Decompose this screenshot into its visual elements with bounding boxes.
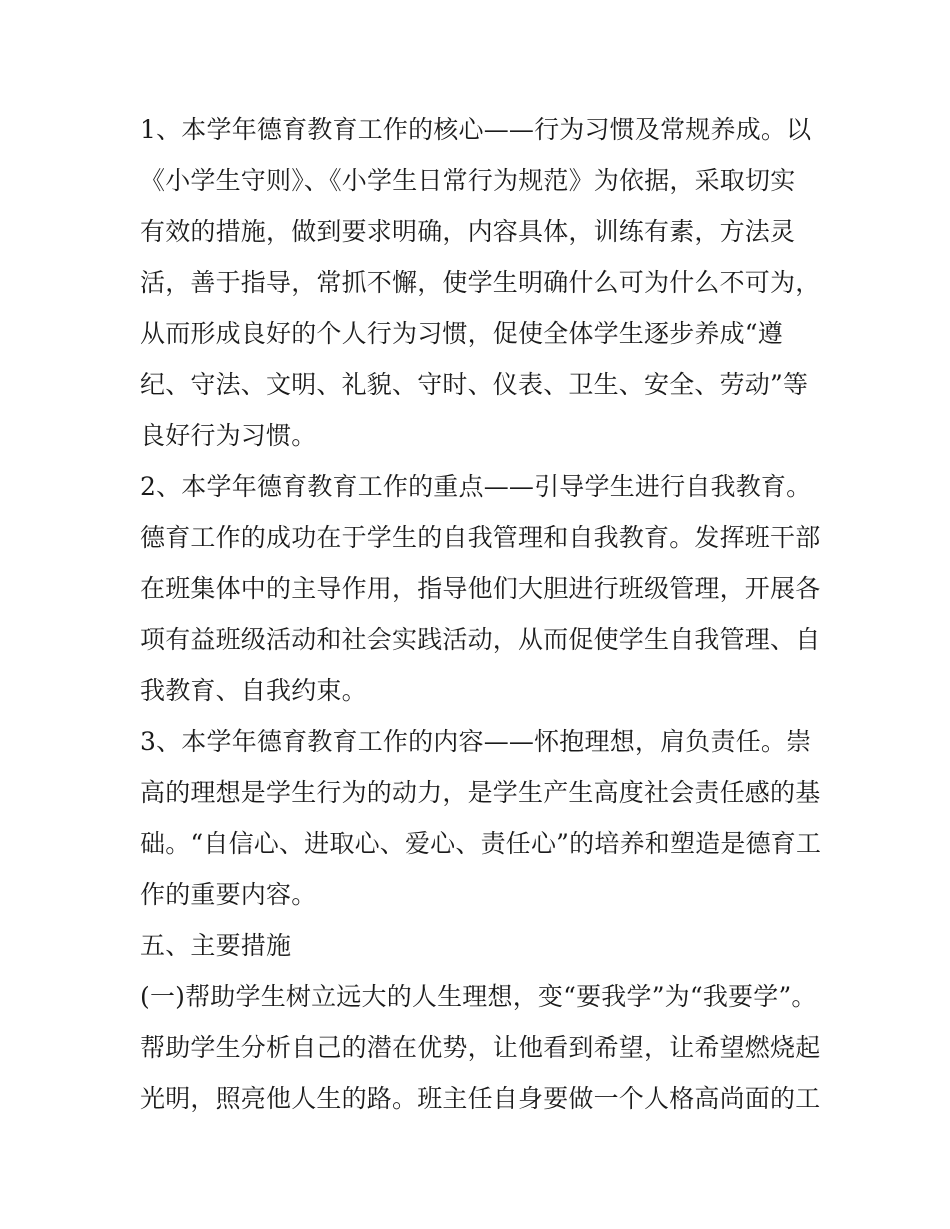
text-line: 2、本学年德育教育工作的重点——引导学生进行自我教育。 (140, 472, 812, 501)
text-line: 高的理想是学生行为的动力，是学生产生高度社会责任感的基 (140, 778, 821, 807)
text-line: (一)帮助学生树立远大的人生理想，变“要我学”为“我要学”。 (140, 982, 817, 1011)
text-line: 1、本学年德育教育工作的核心——行为习惯及常规养成。以 (140, 115, 812, 144)
text-line: 我教育、自我约束。 (140, 676, 367, 705)
text-line: 活，善于指导，常抓不懈，使学生明确什么可为什么不可为， (140, 268, 821, 297)
text-line: 光明，照亮他人生的路。班主任自身要做一个人格高尚面的工 (140, 1084, 821, 1113)
text-line: 纪、守法、文明、礼貌、守时、仪表、卫生、安全、劳动”等 (140, 370, 809, 399)
text-line: 3、本学年德育教育工作的内容——怀抱理想，肩负责任。崇 (140, 727, 812, 756)
text-line: 从而形成良好的个人行为习惯，促使全体学生逐步养成“遵 (140, 319, 783, 348)
section-heading: 五、主要措施 (140, 931, 292, 960)
text-line: 良好行为习惯。 (140, 421, 317, 450)
document-body (140, 104, 820, 1124)
text-line: 帮助学生分析自己的潜在优势，让他看到希望，让希望燃烧起 (140, 1033, 821, 1062)
text-line: 有效的措施，做到要求明确，内容具体，训练有素，方法灵 (140, 217, 796, 246)
text-line: 作的重要内容。 (140, 880, 317, 909)
text-line: 项有益班级活动和社会实践活动，从而促使学生自我管理、自 (140, 625, 821, 654)
text-line: 在班集体中的主导作用，指导他们大胆进行班级管理，开展各 (140, 574, 821, 603)
text-line: 《小学生守则》、《小学生日常行为规范》为依据，采取切实 (140, 166, 796, 195)
text-line: 础。“自信心、进取心、爱心、责任心”的培养和塑造是德育工 (140, 829, 822, 858)
text-line: 德育工作的成功在于学生的自我管理和自我教育。发挥班干部 (140, 523, 821, 552)
